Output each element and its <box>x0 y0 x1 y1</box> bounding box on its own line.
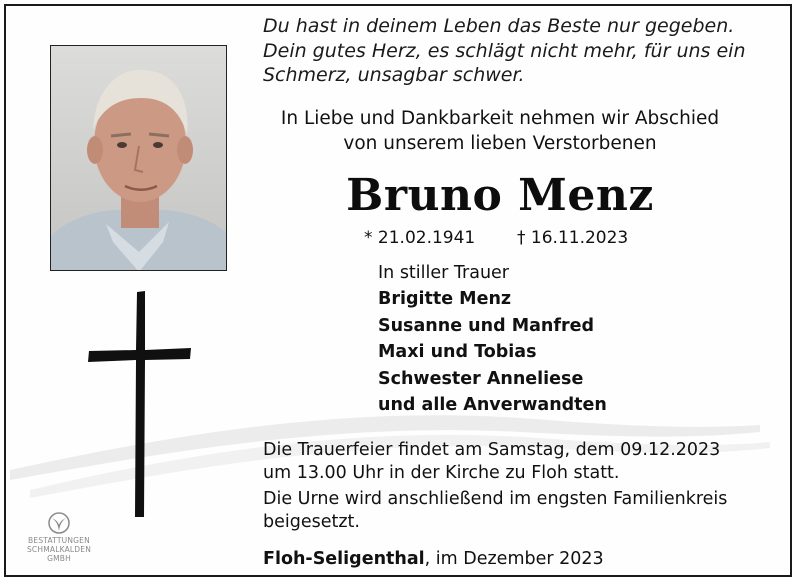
poem-line: Dein gutes Herz, es schlägt nicht mehr, für uns ein <box>263 39 746 62</box>
birth-date: * 21.02.1941 <box>364 228 476 248</box>
service-line: Die Trauerfeier findet am Samstag, dem 09.12.2023 <box>263 440 721 460</box>
mourner-name: Susanne und Manfred <box>378 315 595 336</box>
mourning-lead: In stiller Trauer <box>378 263 509 283</box>
deceased-name: Bruno Menz <box>346 170 654 221</box>
place-and-date <box>263 549 604 569</box>
mourner-name: Schwester Anneliese <box>378 368 584 389</box>
intro-line: von unserem lieben Verstorbenen <box>343 133 657 154</box>
service-line: um 13.00 Uhr in der Kirche zu Floh statt. <box>263 463 620 483</box>
issue-date: , im Dezember 2023 <box>424 549 604 569</box>
mourner-name: und alle Anverwandten <box>378 395 607 416</box>
town-name: Floh-Seligenthal <box>263 549 425 569</box>
poem-line: Schmerz, unsagbar schwer. <box>263 64 525 86</box>
undertaker-logo <box>18 512 100 563</box>
undertaker-line: BESTATTUNGEN <box>28 536 90 545</box>
farewell-intro <box>240 106 760 156</box>
mourner-name: Maxi und Tobias <box>378 342 537 363</box>
undertaker-emblem-icon <box>46 512 72 534</box>
portrait-photo <box>50 45 227 271</box>
mourner-name: Brigitte Menz <box>378 289 512 309</box>
undertaker-line: SCHMALKALDEN <box>26 545 92 554</box>
service-details <box>263 439 788 534</box>
poem-line: Du hast in deinem Leben das Beste nur gegeben. <box>263 15 735 37</box>
urn-line: beigesetzt. <box>263 512 360 532</box>
memorial-poem <box>263 14 783 88</box>
urn-line: Die Urne wird anschließend im engsten Familienkreis <box>263 489 728 509</box>
mourners-block <box>378 260 607 419</box>
death-date: † 16.11.2023 <box>517 228 629 248</box>
intro-line: In Liebe und Dankbarkeit nehmen wir Abschied <box>280 108 720 129</box>
undertaker-line: GMBH <box>47 554 71 563</box>
cross-icon <box>87 290 192 518</box>
